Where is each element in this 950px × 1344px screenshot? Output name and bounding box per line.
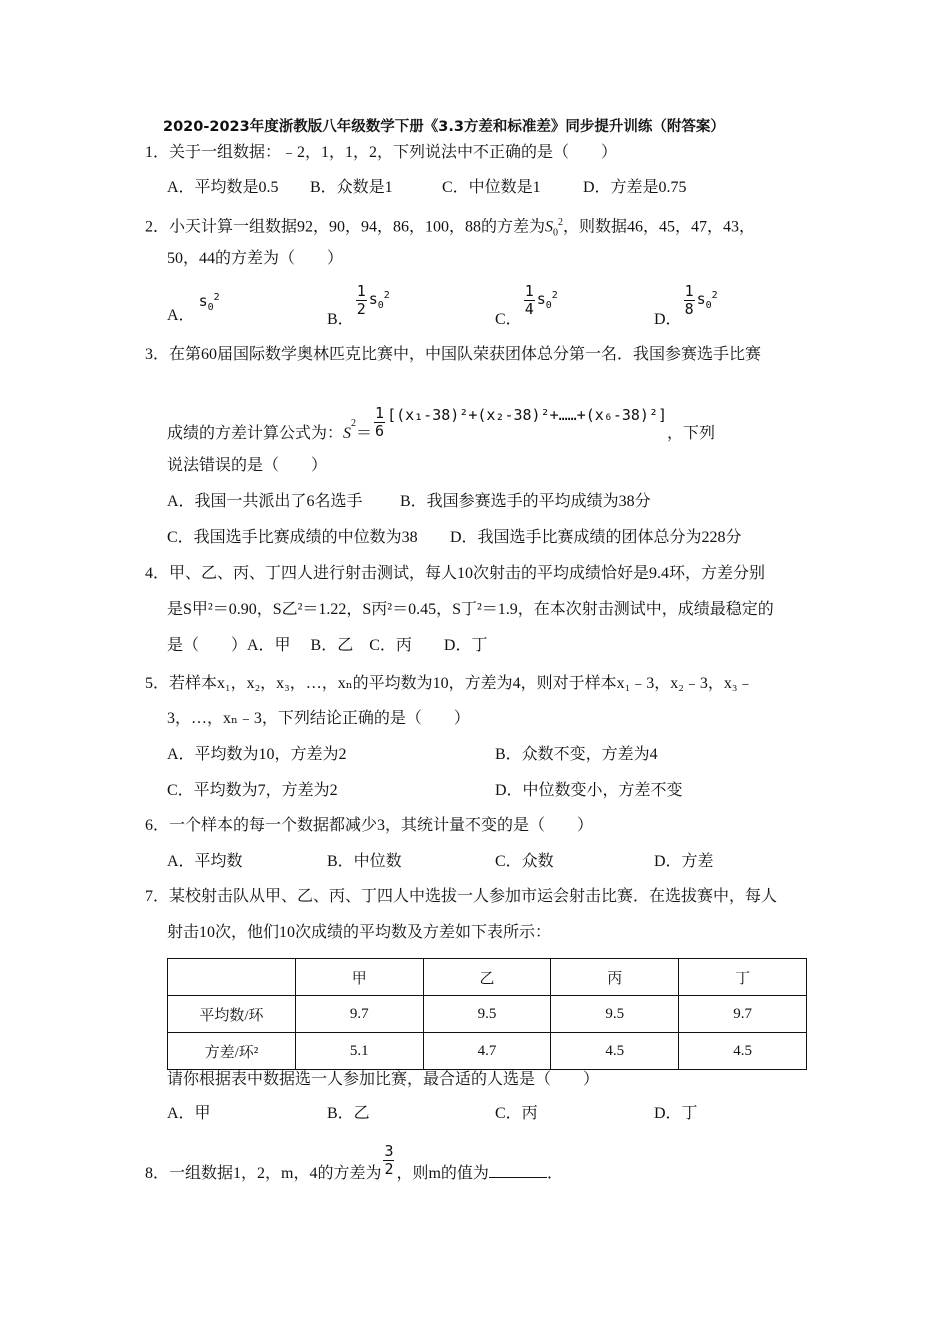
q5-line1: 5．若样本x₁，x₂，x₃，…，xₙ的平均数为10，方差为4，则对于样本x₁﹣3，x₂﹣3，x₃﹣ <box>145 675 754 692</box>
table-row <box>168 996 807 1033</box>
fraction-eighth: $\frac{1}{8}$ <box>684 282 694 318</box>
q2-option-d: D． $\frac{1}{8}$ $s_0^2$ <box>654 282 718 329</box>
q7-option-c: C．丙 <box>495 1105 538 1122</box>
q2-text: 2．小天计算一组数据92，90，94，86，100，88的方差为 <box>145 218 546 236</box>
document-title: 2020-2023年度浙教版八年级数学下册《3.3方差和标准差》同步提升训练（附答案） <box>163 119 725 135</box>
q8-stem: 8．一组数据1，2，m，4的方差为 $\frac{3}{2}$ ，则m的值为 ． <box>145 1142 563 1183</box>
table-cell: 4.7 <box>423 1033 551 1070</box>
q4-line3: 是（ ）A．甲 B．乙 C．丙 D．丁 <box>167 637 488 654</box>
q3-line3: 说法错误的是（ ） <box>167 457 328 474</box>
table-cell: 方差/环² <box>168 1033 296 1070</box>
q3-option-c: C．我国选手比赛成绩的中位数为38 <box>167 529 418 546</box>
q2-line2: 50，44的方差为（ ） <box>167 250 344 267</box>
q2-text-b: ，则数据46，45，47，43， <box>563 218 756 236</box>
q2-option-b: B． $\frac{1}{2}$ $s_0^2$ <box>327 282 390 329</box>
table-cell: 4.5 <box>551 1033 679 1070</box>
opt-label: A． <box>167 307 195 324</box>
table-cell: 4.5 <box>679 1033 807 1070</box>
q7-line2: 射击10次，他们10次成绩的平均数及方差如下表所示： <box>167 924 552 941</box>
table-cell: 5.1 <box>295 1033 423 1070</box>
fraction-half: $\frac{1}{2}$ <box>356 282 366 318</box>
table-cell: 乙 <box>423 959 551 996</box>
q7-after: 请你根据表中数据选一人参加比赛，最合适的人选是（ ） <box>167 1071 600 1088</box>
q2-option-a <box>167 288 220 326</box>
q1-option-c: C．中位数是1 <box>442 179 541 196</box>
q7-option-b: B．乙 <box>327 1105 370 1122</box>
q5-option-b: B．众数不变，方差为4 <box>495 746 658 763</box>
q4-line1: 4．甲、乙、丙、丁四人进行射击测试，每人10次射击的平均成绩恰好是9.4环，方差分别 <box>145 565 766 582</box>
answer-blank[interactable] <box>489 1163 547 1178</box>
q6-option-b: B．中位数 <box>327 853 402 870</box>
variance-formula: [(x₁-38)²+(x₂-38)²+……+(x₆-38)²] <box>387 406 668 425</box>
q3-option-a: A．我国一共派出了6名选手 <box>167 493 363 510</box>
q2-sub: 0 <box>553 227 559 239</box>
table-cell: 9.7 <box>295 996 423 1033</box>
fraction-sixth: $\frac{1}{6}$ <box>375 404 385 440</box>
opt-label: C． <box>495 311 522 329</box>
q1-stem: 1．关于一组数据：﹣2，1，1，2，下列说法中不正确的是（ ） <box>145 144 618 161</box>
table-cell <box>168 959 296 996</box>
q3-option-d: D．我国选手比赛成绩的团体总分为228分 <box>450 529 742 546</box>
q5-option-c: C．平均数为7，方差为2 <box>167 782 338 799</box>
q2-s: S <box>545 218 554 236</box>
q3-option-b: B．我国参赛选手的平均成绩为38分 <box>400 493 651 510</box>
table-header-row <box>168 959 807 996</box>
q6-option-d: D．方差 <box>654 853 714 870</box>
q2-option-c: C． $\frac{1}{4}$ $s_0^2$ <box>495 282 558 329</box>
q2-stem <box>145 213 755 244</box>
table-cell: 平均数/环 <box>168 996 296 1033</box>
q4-line2: 是S甲²＝0.90，S乙²＝1.22，S丙²＝0.45，S丁²＝1.9，在本次射击测试中，成绩最稳定的 <box>167 601 774 618</box>
q1-option-b: B．众数是1 <box>310 179 393 196</box>
q6-option-c: C．众数 <box>495 853 554 870</box>
opt-label: B． <box>327 311 354 329</box>
opt-label: D． <box>654 311 682 329</box>
fraction-three-halves: $\frac{3}{2}$ <box>384 1142 394 1178</box>
table-cell: 丁 <box>679 959 807 996</box>
table-cell: 甲 <box>295 959 423 996</box>
q5-option-a: A．平均数为10，方差为2 <box>167 746 347 763</box>
q2-sup: 2 <box>558 217 564 228</box>
table-row <box>168 1033 807 1070</box>
q7-table <box>167 958 807 1070</box>
q6-option-a: A．平均数 <box>167 853 243 870</box>
q1-option-a: A．平均数是0.5 <box>167 179 279 196</box>
fraction-quarter: $\frac{1}{4}$ <box>524 282 534 318</box>
q7-line1: 7．某校射击队从甲、乙、丙、丁四人中选拔一人参加市运会射击比赛．在选拔赛中，每人 <box>145 888 778 905</box>
q3-stem: 3．在第60届国际数学奥林匹克比赛中，中国队荣获团体总分第一名．我国参赛选手比赛 <box>145 346 762 363</box>
table-cell: 丙 <box>551 959 679 996</box>
table-cell: 9.5 <box>551 996 679 1033</box>
q7-option-a: A．甲 <box>167 1105 211 1122</box>
q5-line2: 3，…，xₙ﹣3，下列结论正确的是（ ） <box>167 710 470 727</box>
q5-option-d: D．中位数变小，方差不变 <box>495 782 683 799</box>
q1-option-d: D．方差是0.75 <box>583 179 687 196</box>
table-cell: 9.5 <box>423 996 551 1033</box>
q6-stem: 6．一个样本的每一个数据都减少3，其统计量不变的是（ ） <box>145 817 594 834</box>
s0-squared: $s_0^2$ <box>198 292 220 313</box>
q3-formula-line: 成绩的方差计算公式为：S2＝ $\frac{1}{6}$ [(x₁-38)²+(x₂-38)²+……+(x₆-38)²]，下列 <box>167 404 716 443</box>
table-cell: 9.7 <box>679 996 807 1033</box>
q7-option-d: D．丁 <box>654 1105 698 1122</box>
